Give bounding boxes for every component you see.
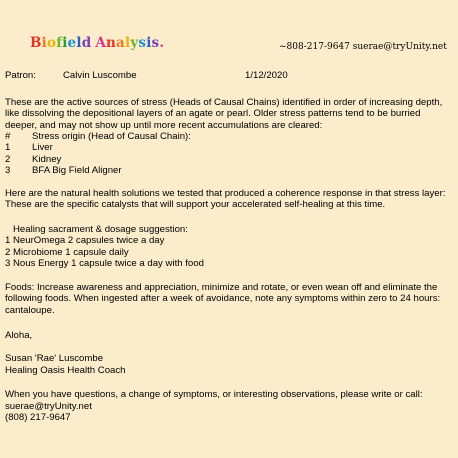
stress-item [5, 165, 453, 176]
intro-paragraph: These are the active sources of stress (Heads of Causal Chains) identified in order of increasing depth, like dissolving the depositional layers of an agate or pearl. Older stress patterns tend to be burried deeper, and may not show up until more recent accumulations are cleared: [5, 97, 443, 131]
healing-title: Healing sacrament & dosage suggestion: [5, 224, 188, 235]
contact-info: ~808-217-9647 suerae@tryUnity.net [279, 42, 447, 52]
closing-greeting: Aloha, [5, 330, 33, 341]
logo-letter: e [67, 35, 77, 51]
stress-origin-table [5, 131, 453, 177]
healing-item: 2 Microbiome 1 capsule daily [5, 246, 129, 258]
footer-email[interactable]: suerae@tryUnity.net [5, 401, 92, 412]
stress-table-header-num: # [5, 131, 11, 142]
patron-name: Calvin Luscombe [63, 70, 137, 81]
logo-letter: o [46, 35, 57, 51]
stress-item [5, 154, 453, 165]
footer-text: When you have questions, a change of symptoms, or interesting observations, please write or call: [5, 389, 423, 400]
patron-date: 1/12/2020 [245, 70, 288, 81]
stress-item [5, 142, 453, 153]
logo-letter: f [56, 35, 63, 51]
stress-item-text: BFA Big Field Aligner [32, 165, 122, 177]
foods-paragraph: Foods: Increase awareness and appreciation, minimize and rotate, or even wean off and eliminate the following foods. When ingested after a week of avoidance, note any symptoms within zero to 24 hours: cantaloupe. [5, 282, 441, 316]
solutions-paragraph: Here are the natural health solutions we tested that produced a coherence response in that stress layer: These are the specific catalysts that will support your accelerated self-healing at this time. [5, 188, 446, 211]
logo-letter: s [138, 35, 147, 51]
logo-letter: i [146, 35, 152, 51]
logo-letter: i [62, 35, 68, 51]
logo-letter: i [41, 35, 47, 51]
biofield-analysis-logo [30, 35, 165, 51]
stress-item-text: Liver [32, 142, 53, 154]
healing-list [5, 224, 453, 270]
logo-letter: A [95, 35, 107, 51]
stress-item-num: 2 [5, 153, 11, 165]
footer-phone: (808) 217-9647 [5, 412, 71, 423]
logo-letter: y [130, 35, 139, 51]
logo-letter: B [30, 35, 42, 51]
stress-table-header-text: Stress origin (Head of Causal Chain): [32, 131, 191, 142]
logo-letter: l [124, 35, 131, 51]
logo-letter: l [76, 35, 82, 51]
logo-letter: n [106, 35, 117, 51]
logo-letter: s [151, 35, 160, 51]
healing-item: 3 Nous Energy 1 capsule twice a day with food [5, 258, 204, 270]
logo-letter: d [81, 35, 92, 51]
stress-table-header [5, 131, 453, 142]
logo-letter: a [116, 35, 125, 51]
patron-label: Patron: [5, 70, 36, 81]
logo-letter: . [159, 35, 165, 51]
stress-item-num: 1 [5, 142, 11, 154]
stress-item-text: Kidney [32, 153, 62, 165]
healing-item: 1 NeurOmega 2 capsules twice a day [5, 235, 165, 247]
stress-item-num: 3 [5, 165, 11, 177]
signature-name: Susan 'Rae' Luscombe [5, 353, 104, 364]
signature-title: Healing Oasis Health Coach [5, 365, 126, 376]
